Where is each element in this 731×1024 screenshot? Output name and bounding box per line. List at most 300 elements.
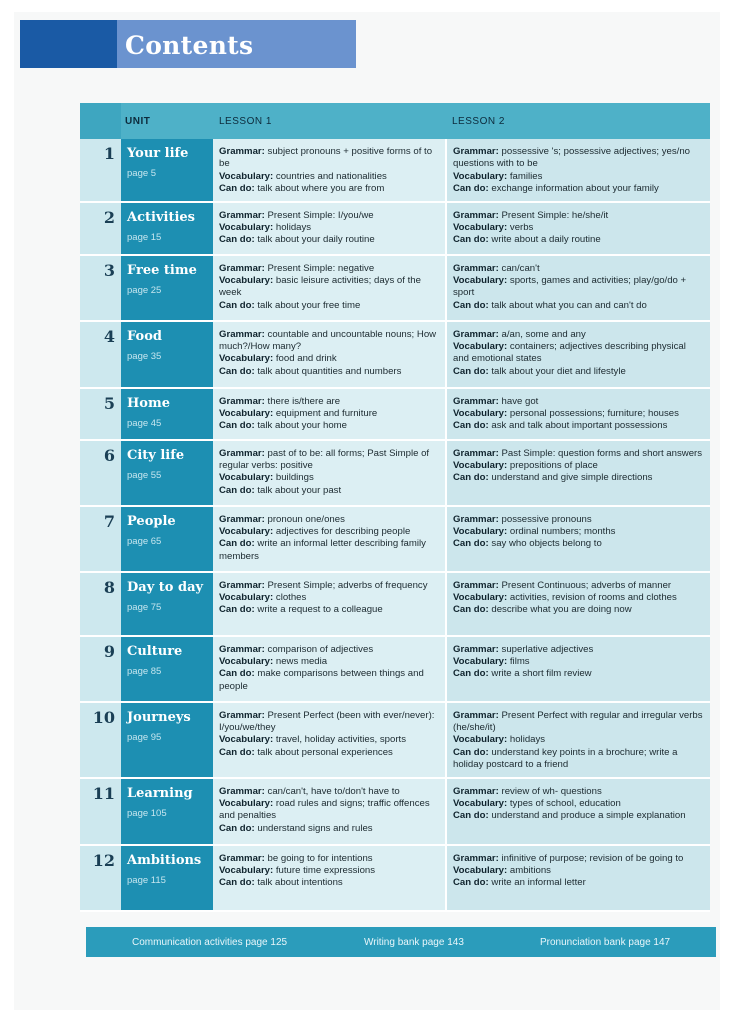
grammar-line: [219, 853, 439, 865]
can-do-text: talk about where you are from: [257, 183, 385, 195]
lesson-1-cell: [213, 702, 446, 778]
vocabulary-line: [453, 341, 704, 366]
grammar-label: Grammar:: [453, 852, 499, 864]
can-do-text: talk about intentions: [257, 877, 343, 889]
grammar-label: Grammar:: [219, 579, 265, 591]
can-do-text: write a short film review: [491, 668, 592, 680]
vocabulary-line: [219, 408, 439, 420]
footer-bar: [86, 927, 716, 957]
unit-name[interactable]: Food: [127, 328, 162, 344]
unit-number: 2: [80, 202, 121, 255]
vocabulary-label: Vocabulary:: [453, 592, 508, 604]
table-header-row: [80, 103, 710, 139]
can-do-line: [453, 420, 704, 432]
table-row: [80, 778, 710, 845]
can-do-label: Can do:: [219, 822, 255, 834]
can-do-line: [453, 877, 704, 889]
grammar-text: Present Perfect (been with ever/never): I/you/we/they: [219, 709, 435, 734]
vocabulary-text: buildings: [275, 472, 314, 484]
can-do-line: [219, 538, 439, 563]
vocabulary-text: families: [509, 170, 543, 182]
vocabulary-text: prepositions of place: [509, 460, 598, 472]
vocabulary-label: Vocabulary:: [453, 734, 508, 746]
can-do-line: [219, 747, 439, 759]
vocabulary-line: [219, 734, 439, 746]
footer-pronunciation-link[interactable]: Pronunciation bank page 147: [540, 937, 671, 948]
grammar-text: possessive pronouns: [501, 513, 592, 525]
unit-number: 3: [80, 255, 121, 321]
unit-cell[interactable]: [121, 255, 213, 321]
grammar-text: superlative adjectives: [501, 643, 594, 655]
unit-name[interactable]: Free time: [127, 262, 197, 278]
vocabulary-text: ordinal numbers; months: [509, 526, 616, 538]
unit-number: 5: [80, 388, 121, 440]
can-do-line: [453, 183, 704, 195]
footer-communication-link[interactable]: Communication activities page 125: [132, 937, 288, 948]
can-do-line: [219, 823, 439, 835]
vocabulary-line: [453, 460, 704, 472]
grammar-label: Grammar:: [219, 262, 265, 274]
grammar-label: Grammar:: [453, 785, 499, 797]
unit-name[interactable]: Activities: [127, 209, 195, 225]
table-row: [80, 388, 710, 440]
unit-number: 7: [80, 506, 121, 572]
lesson-2-cell: [446, 202, 710, 255]
vocabulary-text: sports, games and activities; play/go/do + sport: [453, 275, 687, 299]
can-do-text: write a request to a colleague: [257, 604, 383, 616]
vocabulary-text: food and drink: [275, 353, 337, 365]
can-do-label: Can do:: [453, 668, 489, 680]
can-do-line: [219, 604, 439, 616]
contents-table: [80, 103, 710, 912]
unit-name[interactable]: Day to day: [127, 579, 204, 595]
vocabulary-line: [219, 222, 439, 234]
grammar-text: Present Continuous; adverbs of manner: [501, 579, 672, 591]
vocabulary-label: Vocabulary:: [453, 526, 508, 538]
can-do-line: [453, 810, 704, 822]
vocabulary-label: Vocabulary:: [453, 275, 508, 287]
grammar-line: [453, 396, 704, 408]
vocabulary-text: future time expressions: [275, 865, 376, 877]
vocabulary-label: Vocabulary:: [219, 798, 274, 810]
can-do-text: understand and give simple directions: [491, 472, 653, 484]
lesson-1-cell: [213, 139, 446, 202]
unit-cell[interactable]: [121, 845, 213, 911]
grammar-line: [219, 263, 439, 275]
vocabulary-label: Vocabulary:: [219, 656, 274, 668]
unit-cell[interactable]: [121, 636, 213, 702]
can-do-label: Can do:: [453, 877, 489, 889]
lesson-1-cell: [213, 845, 446, 911]
can-do-label: Can do:: [219, 668, 255, 680]
can-do-label: Can do:: [453, 420, 489, 432]
can-do-text: understand and produce a simple explanation: [491, 810, 686, 822]
can-do-text: make comparisons between things and people: [219, 668, 424, 692]
can-do-text: talk about your past: [257, 484, 342, 496]
vocabulary-label: Vocabulary:: [219, 734, 274, 746]
unit-cell[interactable]: [121, 388, 213, 440]
vocabulary-line: [219, 472, 439, 484]
grammar-text: countable and uncountable nouns; How much?/How many?: [219, 328, 437, 353]
grammar-line: [219, 329, 439, 354]
table-row: [80, 202, 710, 255]
unit-number: 1: [80, 139, 121, 202]
can-do-text: write an informal letter describing family members: [219, 538, 426, 562]
lesson-2-cell: [446, 321, 710, 388]
unit-number: 11: [80, 778, 121, 845]
vocabulary-line: [219, 275, 439, 300]
grammar-text: review of wh- questions: [501, 785, 602, 797]
grammar-text: there is/there are: [267, 395, 341, 407]
grammar-label: Grammar:: [453, 262, 499, 274]
vocabulary-label: Vocabulary:: [453, 460, 508, 472]
table-row: [80, 506, 710, 572]
vocabulary-label: Vocabulary:: [453, 408, 508, 420]
vocabulary-text: activities, revision of rooms and clothes: [509, 592, 677, 604]
grammar-text: Present Perfect with regular and irregular verbs (he/she/it): [453, 709, 703, 734]
lesson-1-cell: [213, 388, 446, 440]
can-do-label: Can do:: [453, 183, 489, 195]
can-do-line: [453, 604, 704, 616]
grammar-label: Grammar:: [219, 447, 265, 459]
unit-page: page 75: [127, 601, 162, 613]
vocabulary-label: Vocabulary:: [219, 170, 274, 182]
vocabulary-label: Vocabulary:: [453, 170, 508, 182]
vocabulary-label: Vocabulary:: [219, 222, 274, 234]
table-row: [80, 321, 710, 388]
vocabulary-text: films: [509, 656, 530, 668]
unit-name[interactable]: Home: [127, 395, 170, 411]
footer-writing-link[interactable]: Writing bank page 143: [364, 937, 464, 948]
header-lesson-1: LESSON 1: [213, 103, 446, 139]
unit-number: 8: [80, 572, 121, 636]
grammar-label: Grammar:: [219, 146, 265, 157]
unit-page: page 35: [127, 350, 162, 362]
can-do-label: Can do:: [219, 604, 255, 616]
vocabulary-label: Vocabulary:: [453, 656, 508, 668]
lesson-2-cell: [446, 636, 710, 702]
can-do-label: Can do:: [219, 420, 255, 432]
can-do-line: [219, 420, 439, 432]
unit-cell[interactable]: [121, 202, 213, 255]
vocabulary-text: countries and nationalities: [275, 170, 387, 182]
unit-number: 9: [80, 636, 121, 702]
grammar-label: Grammar:: [219, 209, 265, 221]
table-row: [80, 845, 710, 911]
can-do-label: Can do:: [453, 746, 489, 758]
unit-page: page 45: [127, 417, 162, 429]
lesson-2-cell: [446, 702, 710, 778]
grammar-text: past of to be: all forms; Past Simple of regular verbs: positive: [219, 447, 430, 472]
grammar-line: [219, 710, 439, 735]
grammar-label: Grammar:: [219, 785, 265, 797]
can-do-text: describe what you are doing now: [491, 604, 632, 616]
lesson-1-cell: [213, 506, 446, 572]
page-title: Contents: [125, 31, 254, 60]
vocabulary-line: [453, 526, 704, 538]
lesson-1-cell: [213, 321, 446, 388]
can-do-label: Can do:: [219, 538, 255, 550]
grammar-text: pronoun one/ones: [267, 513, 345, 525]
grammar-line: [453, 210, 704, 222]
lesson-2-cell: [446, 845, 710, 911]
table-row: [80, 139, 710, 202]
can-do-line: [453, 300, 704, 312]
can-do-label: Can do:: [219, 877, 255, 889]
can-do-text: talk about quantities and numbers: [257, 365, 402, 377]
grammar-line: [219, 396, 439, 408]
vocabulary-line: [453, 798, 704, 810]
grammar-text: Present Simple: he/she/it: [501, 209, 609, 221]
vocabulary-text: ambitions: [509, 865, 551, 877]
grammar-text: Present Simple; adverbs of frequency: [267, 579, 428, 591]
vocabulary-line: [453, 656, 704, 668]
grammar-text: infinitive of purpose; revision of be going to: [501, 852, 684, 864]
lesson-2-cell: [446, 139, 710, 202]
can-do-text: write an informal letter: [491, 877, 586, 889]
grammar-line: [453, 786, 704, 798]
vocabulary-line: [219, 865, 439, 877]
vocabulary-text: basic leisure activities; days of the week: [219, 275, 421, 299]
grammar-label: Grammar:: [453, 146, 499, 157]
unit-page: page 105: [127, 807, 167, 819]
unit-number: 4: [80, 321, 121, 388]
lesson-1-cell: [213, 202, 446, 255]
vocabulary-text: adjectives for describing people: [275, 526, 411, 538]
lesson-2-cell: [446, 440, 710, 506]
can-do-label: Can do:: [219, 746, 255, 758]
header-lesson-2: LESSON 2: [446, 103, 710, 139]
lesson-1-cell: [213, 440, 446, 506]
can-do-text: talk about your diet and lifestyle: [491, 365, 626, 377]
unit-page: page 5: [127, 168, 157, 179]
vocabulary-line: [453, 408, 704, 420]
unit-cell[interactable]: [121, 572, 213, 636]
lesson-2-cell: [446, 255, 710, 321]
vocabulary-line: [219, 656, 439, 668]
grammar-label: Grammar:: [453, 513, 499, 525]
vocabulary-line: [219, 171, 439, 183]
can-do-label: Can do:: [219, 183, 255, 195]
lesson-1-cell: [213, 572, 446, 636]
grammar-text: Past Simple: question forms and short answers: [501, 447, 703, 459]
unit-page: page 65: [127, 535, 162, 547]
grammar-line: [453, 644, 704, 656]
unit-name[interactable]: Culture: [127, 643, 183, 659]
vocabulary-text: equipment and furniture: [275, 408, 378, 420]
table-row: [80, 702, 710, 778]
vocabulary-text: containers; adjectives describing physical and emotional states: [453, 341, 686, 365]
vocabulary-text: holidays: [275, 222, 312, 234]
unit-number: 12: [80, 845, 121, 911]
unit-page: page 115: [127, 874, 166, 886]
unit-page: page 95: [127, 731, 162, 743]
unit-page: page 85: [127, 665, 162, 677]
grammar-text: can/can't, have to/don't have to: [267, 785, 400, 797]
unit-page: page 25: [127, 284, 162, 296]
vocabulary-label: Vocabulary:: [453, 341, 508, 353]
vocabulary-label: Vocabulary:: [219, 472, 274, 484]
can-do-line: [219, 877, 439, 889]
can-do-label: Can do:: [453, 365, 489, 377]
unit-name[interactable]: Journeys: [127, 709, 191, 725]
vocabulary-label: Vocabulary:: [453, 865, 508, 877]
grammar-text: possessive 's; possessive adjectives; yes/no questions with to be: [453, 146, 690, 170]
grammar-label: Grammar:: [219, 643, 265, 655]
grammar-line: [453, 263, 704, 275]
lesson-2-cell: [446, 572, 710, 636]
vocabulary-text: clothes: [275, 592, 307, 604]
grammar-line: [219, 514, 439, 526]
unit-number: 10: [80, 702, 121, 778]
vocabulary-text: personal possessions; furniture; houses: [509, 408, 679, 420]
unit-name[interactable]: Ambitions: [127, 852, 202, 868]
can-do-text: ask and talk about important possessions: [491, 420, 668, 432]
can-do-line: [453, 234, 704, 246]
can-do-label: Can do:: [219, 484, 255, 496]
can-do-label: Can do:: [453, 810, 489, 822]
vocabulary-label: Vocabulary:: [219, 275, 274, 287]
grammar-label: Grammar:: [453, 579, 499, 591]
vocabulary-line: [219, 592, 439, 604]
can-do-label: Can do:: [453, 472, 489, 484]
vocabulary-label: Vocabulary:: [219, 408, 274, 420]
grammar-line: [453, 448, 704, 460]
can-do-line: [453, 668, 704, 680]
can-do-line: [219, 183, 439, 195]
can-do-text: write about a daily routine: [491, 234, 601, 246]
grammar-label: Grammar:: [453, 395, 499, 407]
vocabulary-line: [453, 592, 704, 604]
can-do-label: Can do:: [453, 234, 489, 246]
table-row: [80, 636, 710, 702]
can-do-text: talk about personal experiences: [257, 746, 393, 758]
can-do-line: [219, 485, 439, 497]
grammar-text: comparison of adjectives: [267, 643, 374, 655]
vocabulary-text: road rules and signs; traffic offences and penalties: [219, 798, 430, 822]
can-do-line: [219, 668, 439, 693]
unit-name[interactable]: Your life: [127, 146, 189, 161]
unit-cell[interactable]: [121, 440, 213, 506]
can-do-label: Can do:: [453, 538, 489, 550]
grammar-text: be going to for intentions: [267, 852, 373, 864]
unit-page: page 15: [127, 231, 162, 243]
can-do-text: understand key points in a brochure; write a holiday postcard to a friend: [453, 746, 678, 771]
grammar-line: [219, 644, 439, 656]
can-do-label: Can do:: [219, 365, 255, 377]
can-do-line: [453, 747, 704, 772]
vocabulary-text: verbs: [509, 222, 534, 234]
grammar-line: [453, 146, 704, 171]
grammar-label: Grammar:: [453, 209, 499, 221]
vocabulary-line: [453, 275, 704, 300]
can-do-text: talk about what you can and can't do: [491, 299, 647, 311]
grammar-line: [453, 329, 704, 341]
grammar-label: Grammar:: [453, 447, 499, 459]
lesson-2-cell: [446, 506, 710, 572]
vocabulary-line: [219, 526, 439, 538]
can-do-line: [219, 300, 439, 312]
grammar-label: Grammar:: [219, 395, 265, 407]
vocabulary-line: [453, 171, 704, 183]
grammar-text: can/can't: [501, 262, 540, 274]
unit-name[interactable]: Learning: [127, 785, 193, 801]
can-do-text: exchange information about your family: [491, 183, 659, 195]
grammar-label: Grammar:: [219, 852, 265, 864]
vocabulary-text: travel, holiday activities, sports: [275, 734, 406, 746]
vocabulary-label: Vocabulary:: [219, 353, 274, 365]
can-do-line: [453, 538, 704, 550]
unit-number: 6: [80, 440, 121, 506]
grammar-label: Grammar:: [219, 709, 265, 721]
can-do-text: talk about your daily routine: [257, 234, 375, 246]
grammar-text: Present Simple: I/you/we: [267, 209, 374, 221]
unit-cell[interactable]: [121, 506, 213, 572]
grammar-line: [219, 146, 439, 171]
can-do-label: Can do:: [453, 299, 489, 311]
vocabulary-line: [219, 798, 439, 823]
vocabulary-label: Vocabulary:: [219, 526, 274, 538]
can-do-text: understand signs and rules: [257, 822, 373, 834]
unit-cell[interactable]: [121, 321, 213, 388]
grammar-line: [453, 853, 704, 865]
table-row: [80, 255, 710, 321]
vocabulary-line: [219, 353, 439, 365]
grammar-label: Grammar:: [453, 328, 499, 340]
vocabulary-label: Vocabulary:: [219, 592, 274, 604]
unit-cell[interactable]: [121, 702, 213, 778]
lesson-2-cell: [446, 388, 710, 440]
can-do-label: Can do:: [219, 299, 255, 311]
can-do-text: say who objects belong to: [491, 538, 602, 550]
grammar-label: Grammar:: [453, 709, 499, 721]
vocabulary-text: types of school, education: [509, 798, 621, 810]
grammar-text: subject pronouns + positive forms of to be: [219, 146, 433, 170]
can-do-line: [219, 366, 439, 378]
grammar-line: [219, 448, 439, 473]
lesson-1-cell: [213, 778, 446, 845]
unit-name[interactable]: City life: [127, 447, 185, 463]
grammar-line: [219, 210, 439, 222]
lesson-1-cell: [213, 636, 446, 702]
unit-cell[interactable]: [121, 778, 213, 845]
can-do-line: [219, 234, 439, 246]
grammar-line: [453, 710, 704, 735]
grammar-label: Grammar:: [219, 513, 265, 525]
vocabulary-line: [453, 222, 704, 234]
vocabulary-text: news media: [275, 656, 328, 668]
grammar-text: have got: [501, 395, 539, 407]
vocabulary-line: [453, 734, 704, 746]
vocabulary-label: Vocabulary:: [453, 222, 508, 234]
table-row: [80, 440, 710, 506]
can-do-text: talk about your free time: [257, 299, 361, 311]
grammar-text: Present Simple: negative: [267, 262, 375, 274]
vocabulary-text: holidays: [509, 734, 546, 746]
can-do-line: [453, 472, 704, 484]
vocabulary-line: [453, 865, 704, 877]
unit-name[interactable]: People: [127, 513, 176, 529]
can-do-line: [453, 366, 704, 378]
grammar-line: [453, 514, 704, 526]
grammar-line: [219, 580, 439, 592]
vocabulary-label: Vocabulary:: [453, 798, 508, 810]
lesson-1-cell: [213, 255, 446, 321]
can-do-label: Can do:: [453, 604, 489, 616]
unit-cell[interactable]: [121, 139, 213, 202]
table-row: [80, 572, 710, 636]
can-do-label: Can do:: [219, 234, 255, 246]
